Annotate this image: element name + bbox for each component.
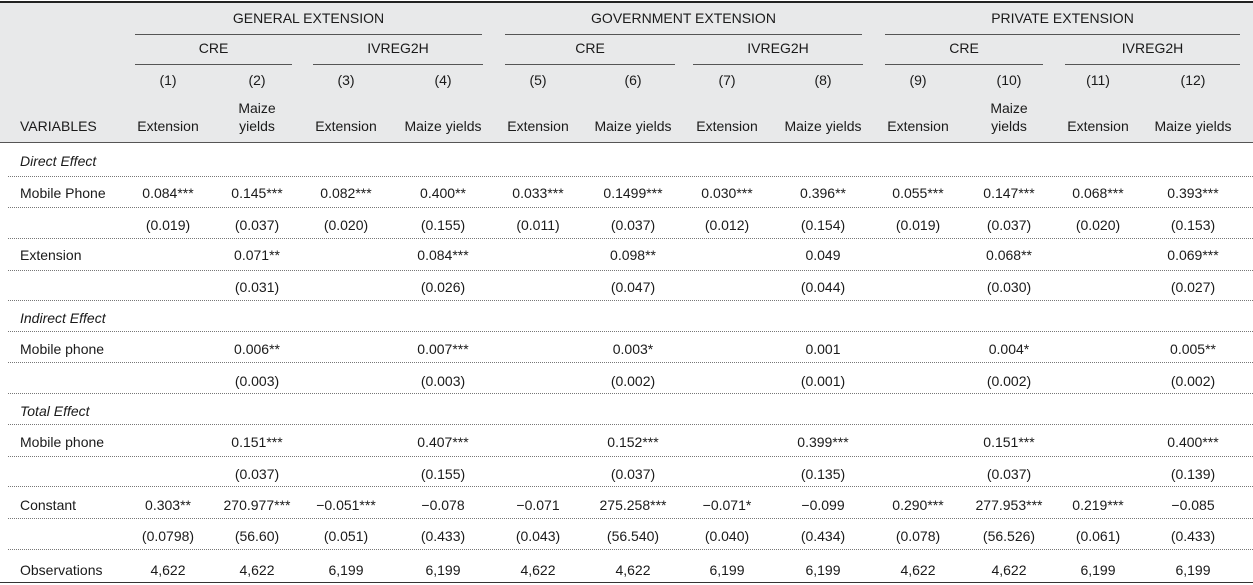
- column-number: (8): [814, 72, 832, 88]
- table-cell: 0.147***: [983, 185, 1035, 201]
- table-cell: 0.400***: [1167, 434, 1219, 450]
- section-heading-total: Total Effect: [20, 403, 90, 419]
- table-cell: (0.002): [986, 373, 1032, 389]
- table-cell: (0.433): [1170, 528, 1216, 544]
- column-number: (7): [718, 72, 736, 88]
- row-divider: [8, 238, 1253, 239]
- table-cell: −0.051***: [316, 497, 376, 513]
- table-cell: 0.1499***: [603, 185, 663, 201]
- row-divider: [8, 300, 1253, 301]
- column-label: Extension: [1067, 118, 1129, 134]
- table-cell: (0.011): [516, 217, 560, 233]
- table-cell: (0.434): [800, 528, 846, 544]
- table-cell: (0.153): [1170, 217, 1216, 233]
- table-cell: 4,622: [239, 562, 275, 578]
- table-cell: (56.540): [606, 528, 660, 544]
- table-cell: 0.407***: [417, 434, 469, 450]
- table-cell: 0.049: [805, 247, 841, 263]
- row-divider: [8, 486, 1253, 487]
- column-label: Extension: [315, 118, 377, 134]
- table-cell: 0.145***: [231, 185, 283, 201]
- table-cell: (0.012): [704, 217, 750, 233]
- table-cell: −0.071: [516, 497, 560, 513]
- column-number: (12): [1180, 72, 1206, 88]
- subheader-ivreg2h: IVREG2H: [1121, 40, 1184, 56]
- table-cell: 6,199: [709, 562, 745, 578]
- column-number: (9): [909, 72, 927, 88]
- column-number: (11): [1086, 72, 1110, 88]
- subheader-underline: [885, 64, 1043, 65]
- table-cell: (0.037): [986, 217, 1032, 233]
- subheader-ivreg2h: IVREG2H: [367, 40, 429, 56]
- group-title-general: GENERAL EXTENSION: [232, 10, 385, 26]
- table-cell: 0.082***: [320, 185, 372, 201]
- table-cell: (56.60): [234, 528, 280, 544]
- table-cell: 6,199: [1175, 562, 1211, 578]
- table-cell: (0.040): [704, 528, 750, 544]
- table-cell: (0.154): [800, 217, 846, 233]
- table-cell: 4,622: [615, 562, 651, 578]
- column-label: Extension: [887, 118, 949, 134]
- row-divider: [8, 518, 1253, 519]
- table-cell: (0.044): [800, 279, 846, 295]
- table-cell: −0.078: [421, 497, 465, 513]
- top-rule: [0, 1, 1253, 3]
- table-cell: (0.030): [986, 279, 1032, 295]
- header-rule: [0, 142, 1253, 143]
- section-heading-direct: Direct Effect: [20, 153, 97, 169]
- table-cell: 0.084***: [417, 247, 469, 263]
- table-cell: (0.135): [800, 466, 846, 482]
- table-cell: −0.099: [801, 497, 845, 513]
- group-title-government: GOVERNMENT EXTENSION: [591, 10, 776, 26]
- table-cell: 0.303**: [145, 497, 191, 513]
- column-label: Maize: [990, 100, 1028, 116]
- row-divider: [8, 270, 1253, 271]
- table-cell: 0.001: [805, 341, 841, 357]
- table-cell: (0.001): [800, 373, 846, 389]
- table-cell: (0.003): [234, 373, 280, 389]
- table-cell: (56.526): [982, 528, 1036, 544]
- column-label: Extension: [507, 118, 569, 134]
- table-cell: 6,199: [1080, 562, 1116, 578]
- subheader-underline: [313, 64, 483, 65]
- table-cell: 0.004*: [988, 341, 1030, 357]
- row-label: Observations: [20, 562, 103, 578]
- table-cell: (0.047): [610, 279, 656, 295]
- table-cell: (0.031): [234, 279, 280, 295]
- table-cell: 0.399***: [797, 434, 849, 450]
- row-divider: [8, 362, 1253, 363]
- table-cell: (0.002): [610, 373, 656, 389]
- table-cell: 275.258***: [599, 497, 667, 513]
- subheader-ivreg2h: IVREG2H: [747, 40, 809, 56]
- group-underline: [505, 34, 862, 35]
- table-cell: 0.055***: [892, 185, 944, 201]
- row-label: Mobile phone: [20, 434, 105, 450]
- column-label: Extension: [137, 118, 199, 134]
- table-cell: 0.400**: [420, 185, 466, 201]
- table-cell: (0.0798): [141, 528, 195, 544]
- column-label: yields: [239, 118, 275, 134]
- table-cell: 270.977***: [223, 497, 291, 513]
- table-cell: (0.078): [895, 528, 941, 544]
- table-cell: 277.953***: [975, 497, 1043, 513]
- subheader-underline: [1065, 64, 1240, 65]
- table-cell: 0.151***: [231, 434, 283, 450]
- table-cell: (0.026): [420, 279, 466, 295]
- subheader-underline: [693, 64, 863, 65]
- column-label: Extension: [696, 118, 758, 134]
- row-divider: [8, 456, 1253, 457]
- table-cell: 0.030***: [701, 185, 753, 201]
- column-number: (3): [337, 72, 355, 88]
- table-cell: 6,199: [425, 562, 461, 578]
- row-divider: [8, 331, 1253, 332]
- row-label: Mobile Phone: [20, 185, 106, 201]
- table-cell: 0.033***: [512, 185, 564, 201]
- row-divider: [8, 393, 1253, 394]
- table-cell: (0.043): [515, 528, 561, 544]
- column-label: Maize yields: [784, 118, 862, 134]
- table-cell: (0.019): [895, 217, 941, 233]
- table-cell: (0.155): [420, 466, 466, 482]
- table-cell: −0.071*: [702, 497, 752, 513]
- column-number: (2): [248, 72, 266, 88]
- table-cell: (0.051): [323, 528, 369, 544]
- subheader-cre: CRE: [949, 40, 979, 56]
- table-cell: (0.037): [986, 466, 1032, 482]
- row-label: Extension: [20, 247, 82, 263]
- table-cell: 0.219***: [1072, 497, 1124, 513]
- subheader-underline: [505, 64, 675, 65]
- variables-header: VARIABLES: [20, 118, 97, 134]
- table-cell: 0.005**: [1170, 341, 1216, 357]
- table-cell: (0.037): [610, 466, 656, 482]
- table-cell: 0.007***: [417, 341, 469, 357]
- table-cell: 0.069***: [1167, 247, 1219, 263]
- column-label: Maize yields: [1154, 118, 1232, 134]
- row-divider: [8, 549, 1253, 550]
- section-heading-indirect: Indirect Effect: [20, 310, 106, 326]
- row-divider: [8, 176, 1253, 177]
- table-cell: 4,622: [900, 562, 936, 578]
- table-cell: 0.068**: [986, 247, 1032, 263]
- table-cell: (0.019): [145, 217, 191, 233]
- table-cell: 0.084***: [142, 185, 194, 201]
- table-cell: (0.155): [420, 217, 466, 233]
- group-title-private: PRIVATE EXTENSION: [991, 10, 1134, 26]
- table-cell: (0.433): [420, 528, 466, 544]
- subheader-underline: [135, 64, 292, 65]
- table-cell: 0.098**: [610, 247, 656, 263]
- table-cell: 0.393***: [1167, 185, 1219, 201]
- table-cell: (0.061): [1075, 528, 1121, 544]
- column-number: (1): [159, 72, 177, 88]
- subheader-cre: CRE: [198, 40, 229, 56]
- table-cell: 6,199: [328, 562, 364, 578]
- table-cell: (0.037): [234, 466, 280, 482]
- table-cell: (0.020): [323, 217, 369, 233]
- group-underline: [885, 34, 1240, 35]
- table-cell: 0.006**: [234, 341, 280, 357]
- table-cell: 6,199: [805, 562, 841, 578]
- bottom-rule: [0, 582, 1253, 583]
- table-cell: 4,622: [150, 562, 186, 578]
- table-cell: 0.152***: [607, 434, 659, 450]
- row-divider: [8, 424, 1253, 425]
- column-number: (4): [434, 72, 452, 88]
- table-cell: (0.037): [234, 217, 280, 233]
- table-cell: 0.071**: [234, 247, 280, 263]
- table-cell: 0.290***: [892, 497, 944, 513]
- table-cell: 4,622: [991, 562, 1027, 578]
- row-divider: [8, 207, 1253, 208]
- table-cell: (0.020): [1075, 217, 1121, 233]
- table-cell: 4,622: [520, 562, 556, 578]
- table-cell: 0.003*: [612, 341, 654, 357]
- subheader-cre: CRE: [575, 40, 605, 56]
- table-cell: (0.037): [610, 217, 656, 233]
- table-cell: (0.139): [1170, 466, 1216, 482]
- column-label: Maize yields: [404, 118, 482, 134]
- table-cell: (0.003): [420, 373, 466, 389]
- column-number: (6): [624, 72, 642, 88]
- column-label: yields: [991, 118, 1027, 134]
- table-cell: 0.151***: [983, 434, 1035, 450]
- table-cell: 0.068***: [1072, 185, 1124, 201]
- column-number: (5): [529, 72, 547, 88]
- table-cell: 0.396**: [800, 185, 846, 201]
- column-label: Maize: [238, 100, 276, 116]
- row-label: Mobile phone: [20, 341, 105, 357]
- row-label: Constant: [20, 497, 77, 513]
- column-number: (10): [996, 72, 1022, 88]
- table-cell: −0.085: [1171, 497, 1215, 513]
- column-label: Maize yields: [594, 118, 672, 134]
- table-cell: (0.027): [1170, 279, 1216, 295]
- group-underline: [135, 34, 482, 35]
- table-cell: (0.002): [1170, 373, 1216, 389]
